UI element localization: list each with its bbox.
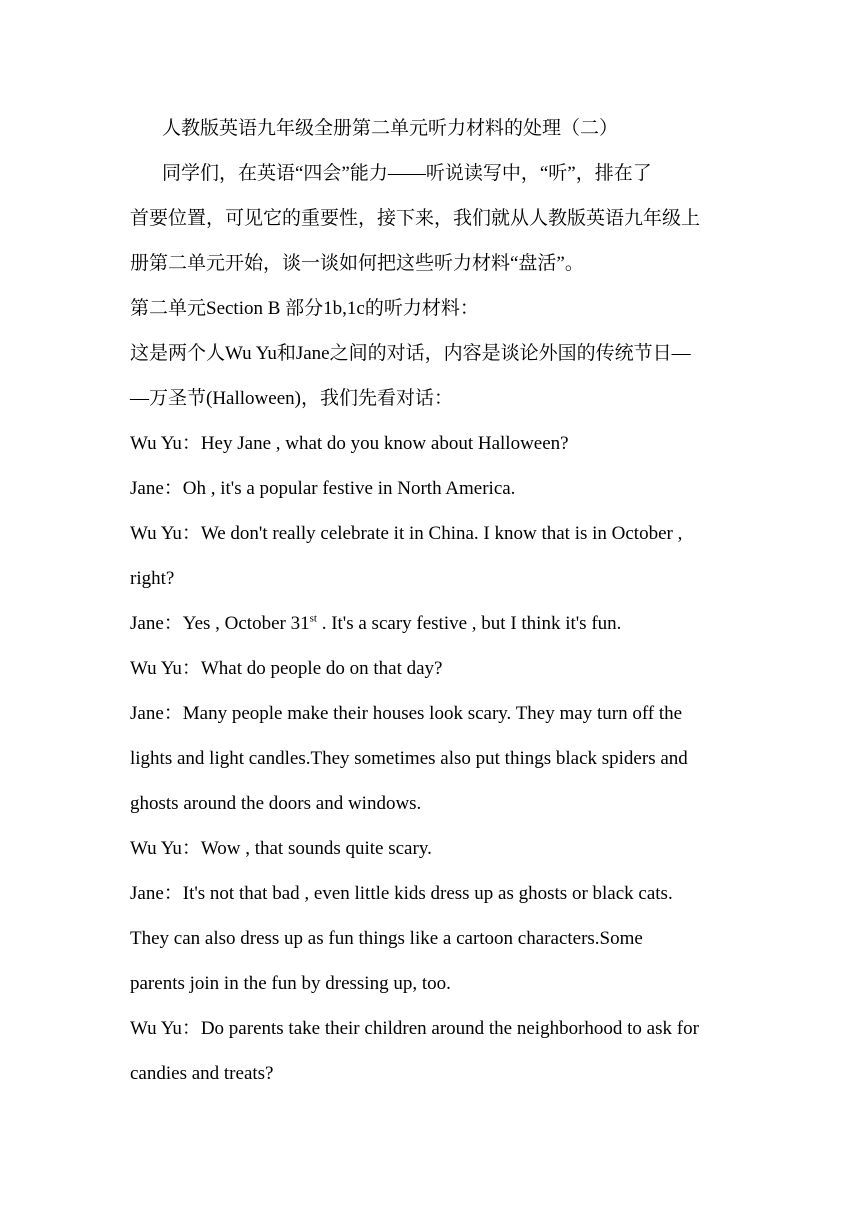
dialogue-line: candies and treats? bbox=[130, 1063, 274, 1084]
dialogue-line: Wu Yu：We don't really celebrate it in China. I know that is in October , bbox=[130, 523, 683, 544]
dialogue-line: Wu Yu：Do parents take their children around the neighborhood to ask for bbox=[130, 1018, 699, 1039]
ordinal-suffix: st bbox=[309, 612, 317, 625]
dialogue-line: Jane：Oh , it's a popular festive in North America. bbox=[130, 478, 516, 499]
dialogue-line: right? bbox=[130, 568, 175, 589]
dialogue-line bbox=[130, 612, 740, 636]
dialogue-line: lights and light candles.They sometimes also put things black spiders and bbox=[130, 748, 688, 769]
dialogue-line: Jane：It's not that bad , even little kids dress up as ghosts or black cats. bbox=[130, 883, 673, 904]
dialogue-line: ghosts around the doors and windows. bbox=[130, 793, 422, 814]
dialogue-line: Jane：Many people make their houses look scary. They may turn off the bbox=[130, 703, 683, 724]
intro-line-2: 首要位置，可见它的重要性，接下来，我们就从人教版英语九年级上 bbox=[130, 208, 701, 229]
dialogue-line: Wu Yu：Wow , that sounds quite scary. bbox=[130, 838, 432, 859]
dialogue-line: parents join in the fun by dressing up, too. bbox=[130, 973, 451, 994]
intro-line-1: 同学们，在英语“四会”能力——听说读写中，“听”，排在了 bbox=[162, 163, 652, 184]
dialogue-text: . It's a scary festive , but I think it's fun. bbox=[316, 613, 622, 634]
intro-line-3: 册第二单元开始，谈一谈如何把这些听力材料“盘活”。 bbox=[130, 253, 584, 274]
document-title: 人教版英语九年级全册第二单元听力材料的处理（二） bbox=[162, 118, 619, 139]
dialogue-text: Jane：Yes , October 31 bbox=[130, 613, 310, 634]
section-heading: 第二单元Section B 部分1b,1c的听力材料： bbox=[130, 298, 479, 319]
dialogue-line: Wu Yu：Hey Jane , what do you know about Halloween? bbox=[130, 433, 569, 454]
dialogue-line: Wu Yu：What do people do on that day? bbox=[130, 658, 443, 679]
description-line-2: —万圣节(Halloween)，我们先看对话： bbox=[130, 388, 453, 409]
description-line-1: 这是两个人Wu Yu和Jane之间的对话，内容是谈论外国的传统节日— bbox=[130, 343, 691, 364]
dialogue-line: They can also dress up as fun things like a cartoon characters.Some bbox=[130, 928, 643, 949]
